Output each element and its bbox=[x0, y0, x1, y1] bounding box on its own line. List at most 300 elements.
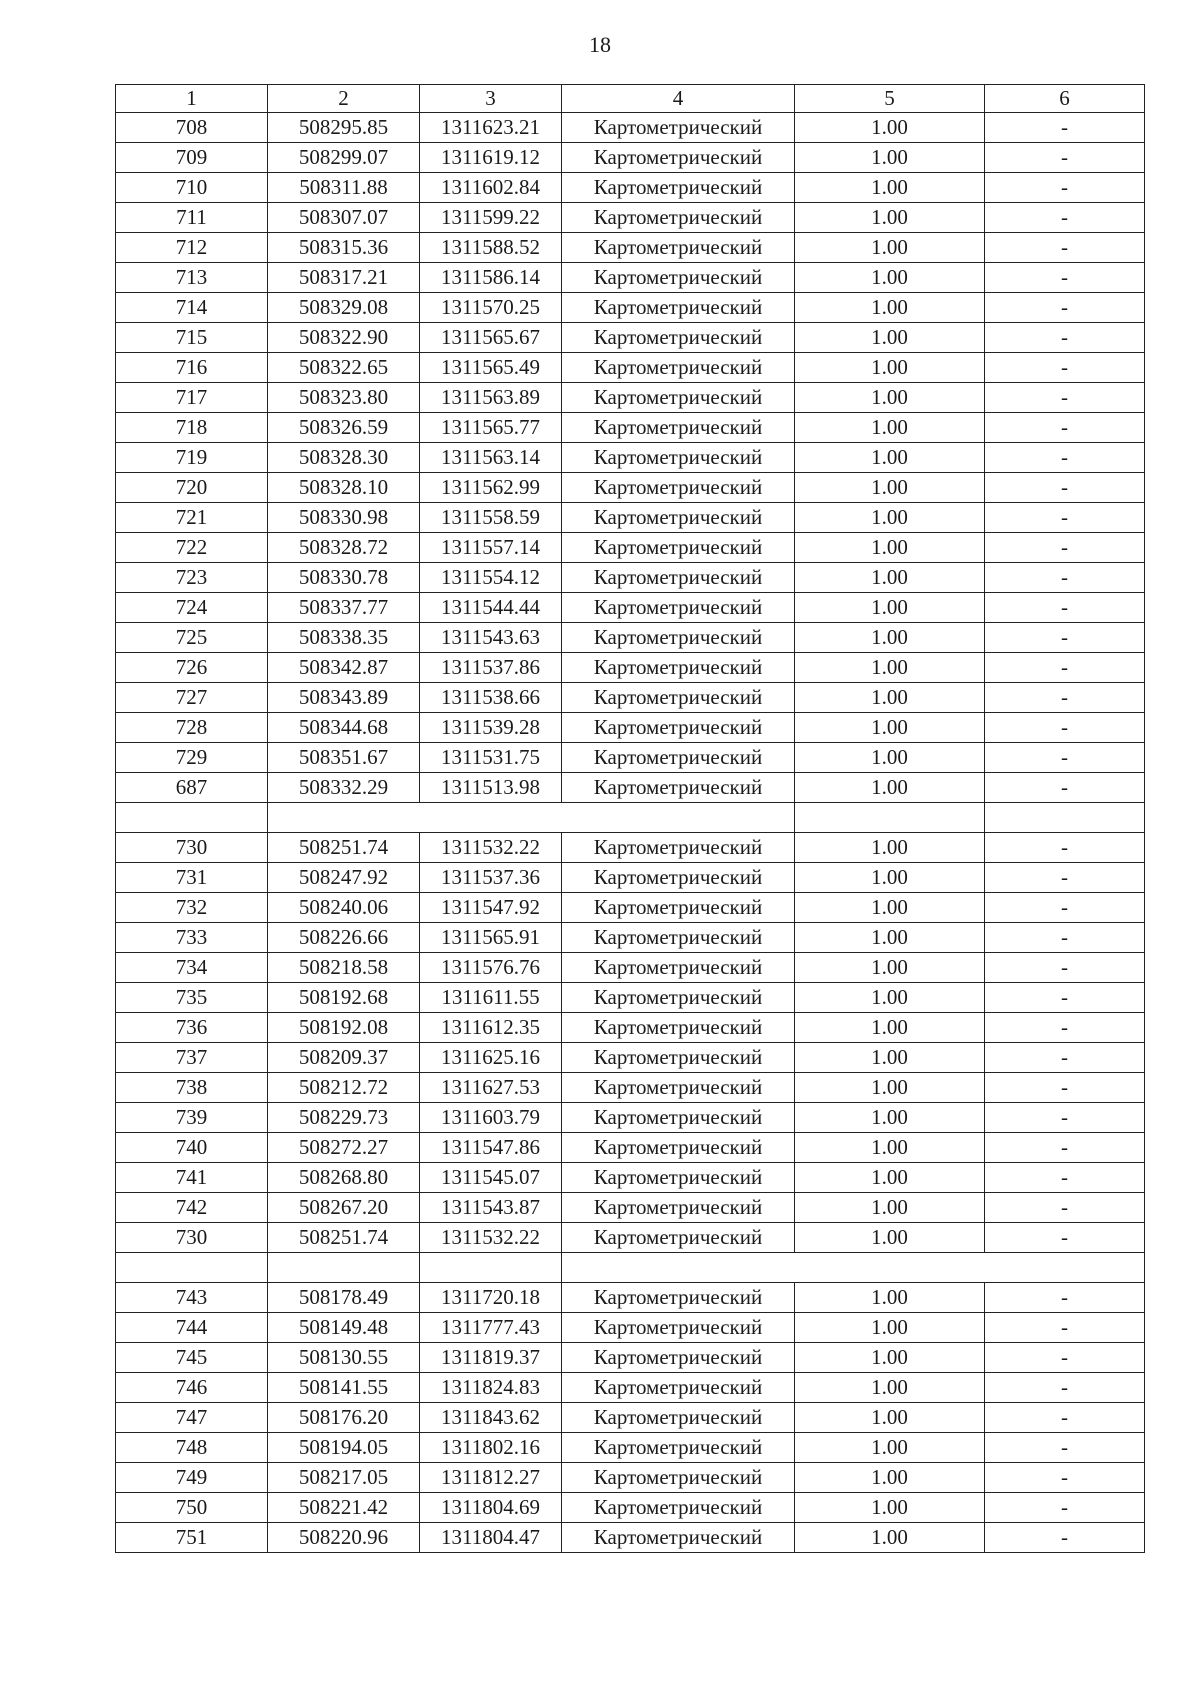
method-cell: Картометрический bbox=[562, 203, 795, 233]
table-row bbox=[116, 1403, 1145, 1433]
table-row bbox=[116, 923, 1145, 953]
x-coordinate-cell: 508295.85 bbox=[268, 113, 420, 143]
empty-cell bbox=[985, 803, 1145, 833]
x-coordinate-cell: 508328.30 bbox=[268, 443, 420, 473]
method-cell: Картометрический bbox=[562, 983, 795, 1013]
precision-cell: 1.00 bbox=[795, 1283, 985, 1313]
y-coordinate-cell: 1311554.12 bbox=[420, 563, 562, 593]
precision-cell: 1.00 bbox=[795, 1313, 985, 1343]
method-cell: Картометрический bbox=[562, 1043, 795, 1073]
note-cell: - bbox=[985, 713, 1145, 743]
point-number-cell: 708 bbox=[116, 113, 268, 143]
point-number-cell: 730 bbox=[116, 833, 268, 863]
x-coordinate-cell: 508272.27 bbox=[268, 1133, 420, 1163]
note-cell: - bbox=[985, 473, 1145, 503]
point-number-cell: 726 bbox=[116, 653, 268, 683]
table-row bbox=[116, 383, 1145, 413]
note-cell: - bbox=[985, 1433, 1145, 1463]
y-coordinate-cell: 1311543.87 bbox=[420, 1193, 562, 1223]
x-coordinate-cell: 508217.05 bbox=[268, 1463, 420, 1493]
table-row bbox=[116, 953, 1145, 983]
table-row bbox=[116, 173, 1145, 203]
x-coordinate-cell: 508218.58 bbox=[268, 953, 420, 983]
y-coordinate-cell: 1311612.35 bbox=[420, 1013, 562, 1043]
note-cell: - bbox=[985, 1493, 1145, 1523]
y-coordinate-cell: 1311543.63 bbox=[420, 623, 562, 653]
point-number-cell: 713 bbox=[116, 263, 268, 293]
note-cell: - bbox=[985, 1193, 1145, 1223]
method-cell: Картометрический bbox=[562, 593, 795, 623]
table-row bbox=[116, 1283, 1145, 1313]
precision-cell: 1.00 bbox=[795, 1223, 985, 1253]
method-cell: Картометрический bbox=[562, 533, 795, 563]
x-coordinate-cell: 508343.89 bbox=[268, 683, 420, 713]
precision-cell: 1.00 bbox=[795, 563, 985, 593]
method-cell: Картометрический bbox=[562, 1493, 795, 1523]
table-header-row bbox=[116, 85, 1145, 113]
column-header-5: 5 bbox=[795, 85, 985, 113]
x-coordinate-cell: 508192.68 bbox=[268, 983, 420, 1013]
note-cell: - bbox=[985, 563, 1145, 593]
y-coordinate-cell: 1311532.22 bbox=[420, 1223, 562, 1253]
empty-cell bbox=[268, 803, 795, 833]
note-cell: - bbox=[985, 323, 1145, 353]
point-number-cell: 735 bbox=[116, 983, 268, 1013]
column-header-3: 3 bbox=[420, 85, 562, 113]
precision-cell: 1.00 bbox=[795, 1463, 985, 1493]
method-cell: Картометрический bbox=[562, 473, 795, 503]
precision-cell: 1.00 bbox=[795, 1493, 985, 1523]
y-coordinate-cell: 1311558.59 bbox=[420, 503, 562, 533]
precision-cell: 1.00 bbox=[795, 593, 985, 623]
note-cell: - bbox=[985, 1103, 1145, 1133]
method-cell: Картометрический bbox=[562, 1133, 795, 1163]
y-coordinate-cell: 1311565.67 bbox=[420, 323, 562, 353]
method-cell: Картометрический bbox=[562, 143, 795, 173]
table-row bbox=[116, 983, 1145, 1013]
y-coordinate-cell: 1311576.76 bbox=[420, 953, 562, 983]
note-cell: - bbox=[985, 893, 1145, 923]
point-number-cell: 747 bbox=[116, 1403, 268, 1433]
precision-cell: 1.00 bbox=[795, 743, 985, 773]
table-row bbox=[116, 1523, 1145, 1553]
note-cell: - bbox=[985, 293, 1145, 323]
point-number-cell: 745 bbox=[116, 1343, 268, 1373]
point-number-cell: 749 bbox=[116, 1463, 268, 1493]
empty-cell bbox=[116, 1253, 268, 1283]
table-row bbox=[116, 533, 1145, 563]
note-cell: - bbox=[985, 683, 1145, 713]
method-cell: Картометрический bbox=[562, 1163, 795, 1193]
precision-cell: 1.00 bbox=[795, 503, 985, 533]
method-cell: Картометрический bbox=[562, 1463, 795, 1493]
precision-cell: 1.00 bbox=[795, 1043, 985, 1073]
note-cell: - bbox=[985, 1313, 1145, 1343]
note-cell: - bbox=[985, 653, 1145, 683]
point-number-cell: 746 bbox=[116, 1373, 268, 1403]
precision-cell: 1.00 bbox=[795, 1163, 985, 1193]
y-coordinate-cell: 1311603.79 bbox=[420, 1103, 562, 1133]
x-coordinate-cell: 508322.90 bbox=[268, 323, 420, 353]
note-cell: - bbox=[985, 1223, 1145, 1253]
table-row bbox=[116, 593, 1145, 623]
table-row bbox=[116, 143, 1145, 173]
method-cell: Картометрический bbox=[562, 443, 795, 473]
table-row bbox=[116, 1193, 1145, 1223]
point-number-cell: 730 bbox=[116, 1223, 268, 1253]
precision-cell: 1.00 bbox=[795, 533, 985, 563]
table-row bbox=[116, 1223, 1145, 1253]
y-coordinate-cell: 1311843.62 bbox=[420, 1403, 562, 1433]
y-coordinate-cell: 1311802.16 bbox=[420, 1433, 562, 1463]
y-coordinate-cell: 1311588.52 bbox=[420, 233, 562, 263]
method-cell: Картометрический bbox=[562, 863, 795, 893]
precision-cell: 1.00 bbox=[795, 353, 985, 383]
precision-cell: 1.00 bbox=[795, 143, 985, 173]
x-coordinate-cell: 508322.65 bbox=[268, 353, 420, 383]
y-coordinate-cell: 1311602.84 bbox=[420, 173, 562, 203]
table-row bbox=[116, 1463, 1145, 1493]
x-coordinate-cell: 508247.92 bbox=[268, 863, 420, 893]
point-number-cell: 716 bbox=[116, 353, 268, 383]
x-coordinate-cell: 508330.98 bbox=[268, 503, 420, 533]
point-number-cell: 739 bbox=[116, 1103, 268, 1133]
note-cell: - bbox=[985, 1523, 1145, 1553]
note-cell: - bbox=[985, 773, 1145, 803]
method-cell: Картометрический bbox=[562, 1523, 795, 1553]
y-coordinate-cell: 1311812.27 bbox=[420, 1463, 562, 1493]
precision-cell: 1.00 bbox=[795, 893, 985, 923]
x-coordinate-cell: 508212.72 bbox=[268, 1073, 420, 1103]
coordinates-table bbox=[115, 84, 1145, 1553]
method-cell: Картометрический bbox=[562, 683, 795, 713]
method-cell: Картометрический bbox=[562, 413, 795, 443]
point-number-cell: 714 bbox=[116, 293, 268, 323]
note-cell: - bbox=[985, 143, 1145, 173]
point-number-cell: 748 bbox=[116, 1433, 268, 1463]
x-coordinate-cell: 508311.88 bbox=[268, 173, 420, 203]
point-number-cell: 712 bbox=[116, 233, 268, 263]
table-row bbox=[116, 473, 1145, 503]
y-coordinate-cell: 1311545.07 bbox=[420, 1163, 562, 1193]
method-cell: Картометрический bbox=[562, 263, 795, 293]
table-row bbox=[116, 503, 1145, 533]
table-row bbox=[116, 833, 1145, 863]
y-coordinate-cell: 1311539.28 bbox=[420, 713, 562, 743]
x-coordinate-cell: 508141.55 bbox=[268, 1373, 420, 1403]
point-number-cell: 731 bbox=[116, 863, 268, 893]
table-row bbox=[116, 1313, 1145, 1343]
point-number-cell: 740 bbox=[116, 1133, 268, 1163]
point-number-cell: 710 bbox=[116, 173, 268, 203]
column-header-4: 4 bbox=[562, 85, 795, 113]
point-number-cell: 723 bbox=[116, 563, 268, 593]
table-row bbox=[116, 893, 1145, 923]
x-coordinate-cell: 508351.67 bbox=[268, 743, 420, 773]
y-coordinate-cell: 1311547.92 bbox=[420, 893, 562, 923]
table-row bbox=[116, 1103, 1145, 1133]
table-row bbox=[116, 683, 1145, 713]
note-cell: - bbox=[985, 503, 1145, 533]
method-cell: Картометрический bbox=[562, 1103, 795, 1133]
point-number-cell: 722 bbox=[116, 533, 268, 563]
x-coordinate-cell: 508251.74 bbox=[268, 833, 420, 863]
x-coordinate-cell: 508221.42 bbox=[268, 1493, 420, 1523]
table-row bbox=[116, 653, 1145, 683]
x-coordinate-cell: 508209.37 bbox=[268, 1043, 420, 1073]
method-cell: Картометрический bbox=[562, 1313, 795, 1343]
x-coordinate-cell: 508332.29 bbox=[268, 773, 420, 803]
precision-cell: 1.00 bbox=[795, 653, 985, 683]
method-cell: Картометрический bbox=[562, 1343, 795, 1373]
x-coordinate-cell: 508176.20 bbox=[268, 1403, 420, 1433]
point-number-cell: 733 bbox=[116, 923, 268, 953]
note-cell: - bbox=[985, 1373, 1145, 1403]
point-number-cell: 709 bbox=[116, 143, 268, 173]
method-cell: Картометрический bbox=[562, 233, 795, 263]
point-number-cell: 725 bbox=[116, 623, 268, 653]
note-cell: - bbox=[985, 953, 1145, 983]
precision-cell: 1.00 bbox=[795, 1193, 985, 1223]
note-cell: - bbox=[985, 383, 1145, 413]
empty-cell bbox=[562, 1253, 1145, 1283]
method-cell: Картометрический bbox=[562, 1193, 795, 1223]
table-row bbox=[116, 263, 1145, 293]
point-number-cell: 727 bbox=[116, 683, 268, 713]
method-cell: Картометрический bbox=[562, 1283, 795, 1313]
x-coordinate-cell: 508251.74 bbox=[268, 1223, 420, 1253]
table-row bbox=[116, 113, 1145, 143]
y-coordinate-cell: 1311537.86 bbox=[420, 653, 562, 683]
note-cell: - bbox=[985, 593, 1145, 623]
precision-cell: 1.00 bbox=[795, 863, 985, 893]
method-cell: Картометрический bbox=[562, 923, 795, 953]
y-coordinate-cell: 1311565.77 bbox=[420, 413, 562, 443]
table-row bbox=[116, 1073, 1145, 1103]
y-coordinate-cell: 1311623.21 bbox=[420, 113, 562, 143]
method-cell: Картометрический bbox=[562, 833, 795, 863]
point-number-cell: 744 bbox=[116, 1313, 268, 1343]
note-cell: - bbox=[985, 863, 1145, 893]
precision-cell: 1.00 bbox=[795, 233, 985, 263]
point-number-cell: 718 bbox=[116, 413, 268, 443]
table-row bbox=[116, 293, 1145, 323]
table-row bbox=[116, 743, 1145, 773]
empty-cell bbox=[116, 803, 268, 833]
table-row bbox=[116, 413, 1145, 443]
x-coordinate-cell: 508329.08 bbox=[268, 293, 420, 323]
x-coordinate-cell: 508328.72 bbox=[268, 533, 420, 563]
point-number-cell: 738 bbox=[116, 1073, 268, 1103]
note-cell: - bbox=[985, 533, 1145, 563]
table-row bbox=[116, 1343, 1145, 1373]
method-cell: Картометрический bbox=[562, 893, 795, 923]
y-coordinate-cell: 1311547.86 bbox=[420, 1133, 562, 1163]
point-number-cell: 724 bbox=[116, 593, 268, 623]
y-coordinate-cell: 1311599.22 bbox=[420, 203, 562, 233]
x-coordinate-cell: 508192.08 bbox=[268, 1013, 420, 1043]
table-row bbox=[116, 713, 1145, 743]
x-coordinate-cell: 508240.06 bbox=[268, 893, 420, 923]
y-coordinate-cell: 1311611.55 bbox=[420, 983, 562, 1013]
table-row bbox=[116, 1163, 1145, 1193]
y-coordinate-cell: 1311804.47 bbox=[420, 1523, 562, 1553]
precision-cell: 1.00 bbox=[795, 623, 985, 653]
y-coordinate-cell: 1311563.14 bbox=[420, 443, 562, 473]
precision-cell: 1.00 bbox=[795, 1013, 985, 1043]
point-number-cell: 715 bbox=[116, 323, 268, 353]
note-cell: - bbox=[985, 1013, 1145, 1043]
precision-cell: 1.00 bbox=[795, 443, 985, 473]
method-cell: Картометрический bbox=[562, 173, 795, 203]
x-coordinate-cell: 508317.21 bbox=[268, 263, 420, 293]
table-row bbox=[116, 1133, 1145, 1163]
method-cell: Картометрический bbox=[562, 1223, 795, 1253]
x-coordinate-cell: 508130.55 bbox=[268, 1343, 420, 1373]
method-cell: Картометрический bbox=[562, 953, 795, 983]
point-number-cell: 687 bbox=[116, 773, 268, 803]
method-cell: Картометрический bbox=[562, 713, 795, 743]
point-number-cell: 721 bbox=[116, 503, 268, 533]
note-cell: - bbox=[985, 743, 1145, 773]
precision-cell: 1.00 bbox=[795, 1523, 985, 1553]
note-cell: - bbox=[985, 203, 1145, 233]
y-coordinate-cell: 1311777.43 bbox=[420, 1313, 562, 1343]
y-coordinate-cell: 1311625.16 bbox=[420, 1043, 562, 1073]
column-header-2: 2 bbox=[268, 85, 420, 113]
precision-cell: 1.00 bbox=[795, 383, 985, 413]
section-separator-row bbox=[116, 803, 1145, 833]
y-coordinate-cell: 1311532.22 bbox=[420, 833, 562, 863]
x-coordinate-cell: 508220.96 bbox=[268, 1523, 420, 1553]
precision-cell: 1.00 bbox=[795, 173, 985, 203]
note-cell: - bbox=[985, 233, 1145, 263]
precision-cell: 1.00 bbox=[795, 413, 985, 443]
section-separator-row bbox=[116, 1253, 1145, 1283]
precision-cell: 1.00 bbox=[795, 923, 985, 953]
x-coordinate-cell: 508299.07 bbox=[268, 143, 420, 173]
point-number-cell: 750 bbox=[116, 1493, 268, 1523]
coordinates-table-body bbox=[116, 85, 1145, 1553]
y-coordinate-cell: 1311537.36 bbox=[420, 863, 562, 893]
point-number-cell: 751 bbox=[116, 1523, 268, 1553]
note-cell: - bbox=[985, 1283, 1145, 1313]
x-coordinate-cell: 508344.68 bbox=[268, 713, 420, 743]
x-coordinate-cell: 508194.05 bbox=[268, 1433, 420, 1463]
point-number-cell: 737 bbox=[116, 1043, 268, 1073]
precision-cell: 1.00 bbox=[795, 1133, 985, 1163]
point-number-cell: 736 bbox=[116, 1013, 268, 1043]
precision-cell: 1.00 bbox=[795, 1103, 985, 1133]
table-row bbox=[116, 353, 1145, 383]
table-row bbox=[116, 563, 1145, 593]
y-coordinate-cell: 1311538.66 bbox=[420, 683, 562, 713]
precision-cell: 1.00 bbox=[795, 713, 985, 743]
empty-cell bbox=[268, 1253, 420, 1283]
column-header-6: 6 bbox=[985, 85, 1145, 113]
method-cell: Картометрический bbox=[562, 623, 795, 653]
precision-cell: 1.00 bbox=[795, 203, 985, 233]
point-number-cell: 734 bbox=[116, 953, 268, 983]
y-coordinate-cell: 1311544.44 bbox=[420, 593, 562, 623]
y-coordinate-cell: 1311619.12 bbox=[420, 143, 562, 173]
method-cell: Картометрический bbox=[562, 323, 795, 353]
precision-cell: 1.00 bbox=[795, 1403, 985, 1433]
x-coordinate-cell: 508178.49 bbox=[268, 1283, 420, 1313]
method-cell: Картометрический bbox=[562, 1433, 795, 1463]
note-cell: - bbox=[985, 1343, 1145, 1373]
note-cell: - bbox=[985, 923, 1145, 953]
x-coordinate-cell: 508267.20 bbox=[268, 1193, 420, 1223]
y-coordinate-cell: 1311627.53 bbox=[420, 1073, 562, 1103]
note-cell: - bbox=[985, 1073, 1145, 1103]
y-coordinate-cell: 1311565.91 bbox=[420, 923, 562, 953]
method-cell: Картометрический bbox=[562, 1073, 795, 1103]
point-number-cell: 742 bbox=[116, 1193, 268, 1223]
note-cell: - bbox=[985, 1043, 1145, 1073]
precision-cell: 1.00 bbox=[795, 1433, 985, 1463]
method-cell: Картометрический bbox=[562, 353, 795, 383]
method-cell: Картометрический bbox=[562, 1373, 795, 1403]
empty-cell bbox=[795, 803, 985, 833]
x-coordinate-cell: 508337.77 bbox=[268, 593, 420, 623]
x-coordinate-cell: 508342.87 bbox=[268, 653, 420, 683]
method-cell: Картометрический bbox=[562, 773, 795, 803]
x-coordinate-cell: 508307.07 bbox=[268, 203, 420, 233]
point-number-cell: 729 bbox=[116, 743, 268, 773]
method-cell: Картометрический bbox=[562, 503, 795, 533]
y-coordinate-cell: 1311819.37 bbox=[420, 1343, 562, 1373]
x-coordinate-cell: 508323.80 bbox=[268, 383, 420, 413]
note-cell: - bbox=[985, 623, 1145, 653]
note-cell: - bbox=[985, 263, 1145, 293]
y-coordinate-cell: 1311804.69 bbox=[420, 1493, 562, 1523]
method-cell: Картометрический bbox=[562, 113, 795, 143]
x-coordinate-cell: 508326.59 bbox=[268, 413, 420, 443]
precision-cell: 1.00 bbox=[795, 1373, 985, 1403]
x-coordinate-cell: 508149.48 bbox=[268, 1313, 420, 1343]
precision-cell: 1.00 bbox=[795, 1073, 985, 1103]
precision-cell: 1.00 bbox=[795, 473, 985, 503]
y-coordinate-cell: 1311531.75 bbox=[420, 743, 562, 773]
note-cell: - bbox=[985, 443, 1145, 473]
note-cell: - bbox=[985, 413, 1145, 443]
note-cell: - bbox=[985, 1403, 1145, 1433]
point-number-cell: 717 bbox=[116, 383, 268, 413]
note-cell: - bbox=[985, 173, 1145, 203]
x-coordinate-cell: 508338.35 bbox=[268, 623, 420, 653]
note-cell: - bbox=[985, 113, 1145, 143]
method-cell: Картометрический bbox=[562, 743, 795, 773]
note-cell: - bbox=[985, 833, 1145, 863]
method-cell: Картометрический bbox=[562, 563, 795, 593]
table-row bbox=[116, 1373, 1145, 1403]
column-header-1: 1 bbox=[116, 85, 268, 113]
y-coordinate-cell: 1311557.14 bbox=[420, 533, 562, 563]
point-number-cell: 743 bbox=[116, 1283, 268, 1313]
precision-cell: 1.00 bbox=[795, 1343, 985, 1373]
x-coordinate-cell: 508330.78 bbox=[268, 563, 420, 593]
precision-cell: 1.00 bbox=[795, 833, 985, 863]
y-coordinate-cell: 1311824.83 bbox=[420, 1373, 562, 1403]
table-row bbox=[116, 1013, 1145, 1043]
precision-cell: 1.00 bbox=[795, 293, 985, 323]
table-row bbox=[116, 773, 1145, 803]
empty-cell bbox=[420, 1253, 562, 1283]
y-coordinate-cell: 1311720.18 bbox=[420, 1283, 562, 1313]
precision-cell: 1.00 bbox=[795, 113, 985, 143]
note-cell: - bbox=[985, 1163, 1145, 1193]
